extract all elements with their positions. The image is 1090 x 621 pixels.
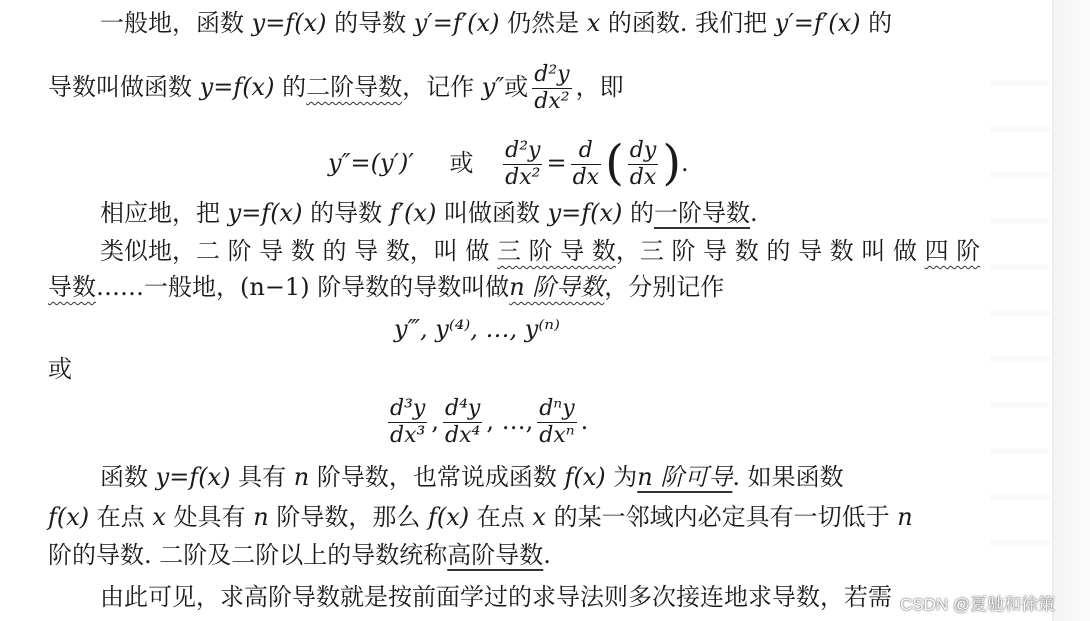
fraction-denominator: dx⁴ [445, 423, 481, 448]
equals-sign: = [546, 149, 567, 177]
text: 函数 [100, 463, 156, 491]
text: ……一般地，(n−1) 阶导数的导数叫做 [96, 273, 510, 301]
fraction-denominator: dxⁿ [539, 423, 575, 448]
text: 的函数. 我们把 [600, 9, 775, 37]
text: 一般地，函数 [100, 9, 252, 37]
fraction-denominator: dx² [534, 89, 570, 114]
text-line-1 [100, 8, 892, 38]
fraction [537, 396, 576, 449]
text: 或 [449, 149, 474, 177]
fraction-numerator: d³y [390, 396, 426, 421]
right-paren: ) [662, 135, 682, 191]
fraction-denominator: dx² [505, 165, 541, 190]
math-expr: x [532, 503, 546, 531]
math-expr: n [293, 463, 310, 491]
text: 的导数 [326, 9, 414, 37]
left-paren: ( [605, 135, 624, 191]
fraction-numerator: d²y [534, 62, 570, 87]
math-expr: f(x) [48, 503, 90, 531]
formula-second-derivative [328, 135, 689, 191]
text: . 如果函数 [732, 463, 844, 491]
text-line-neighborhood [48, 502, 913, 532]
period: . [580, 407, 589, 435]
text: 叫做函数 [436, 199, 548, 227]
text-line-n-differentiable [100, 462, 844, 492]
fraction-denominator: dx³ [390, 423, 426, 448]
term-first-derivative: 一阶导数 [654, 199, 751, 227]
fraction [571, 138, 602, 191]
math-expr: f′(x) [389, 199, 437, 227]
text-or [48, 354, 72, 384]
text: 阶导数，也常说成函数 [309, 463, 565, 491]
text-line-2 [48, 62, 624, 115]
text: 的导数 [302, 199, 390, 227]
text-line-nth-order [48, 272, 724, 302]
term-fourth-derivative-cont: 导数 [48, 273, 96, 301]
fraction-numerator: d [571, 138, 602, 165]
text: 的 [860, 9, 893, 37]
scan-page-edge [1052, 0, 1090, 621]
text: 的 [622, 199, 655, 227]
text: . [543, 541, 551, 569]
fraction-numerator: d²y [505, 138, 541, 163]
fraction-numerator: dⁿy [539, 396, 575, 421]
period: . [681, 149, 689, 177]
math-expr: y′=f′(x) [413, 9, 500, 37]
math-expr: x [586, 9, 601, 37]
text: 阶的导数. 二阶及二阶以上的导数统称 [48, 541, 448, 569]
text: . [750, 199, 758, 227]
text: ，记作 [402, 73, 482, 101]
text: 导数叫做函数 [48, 73, 200, 101]
math-expr: y=f(x) [227, 199, 303, 227]
term-second-derivative: 二阶导数 [306, 73, 403, 101]
text-line-higher-order-def [48, 540, 551, 570]
math-expr: y‴, y⁽⁴⁾, …, y⁽ⁿ⁾ [394, 315, 560, 343]
math-expr: n [897, 503, 913, 531]
fraction [532, 62, 571, 115]
text: 为 [605, 463, 638, 491]
text: 在点 [469, 503, 533, 531]
term-fourth-derivative: 四 阶 [924, 237, 981, 265]
math-expr: y′=f′(x) [774, 9, 861, 37]
text: 由此可见，求高阶导数就是按前面学过的求导法则多次接连地求导数，若需 [100, 583, 892, 611]
math-expr: n [253, 503, 269, 531]
fraction [388, 396, 427, 449]
term-n-differentiable: n 阶可导 [637, 463, 733, 491]
math-expr: y=f(x) [199, 73, 275, 101]
text-line-higher-orders [100, 236, 980, 266]
text: ，分别记作 [604, 273, 725, 301]
ellipsis: , …, [486, 407, 534, 435]
fraction-numerator: dy [629, 138, 657, 163]
text: 相应地，把 [100, 199, 228, 227]
formula-derivative-notation [394, 314, 560, 344]
text: 的某一邻域内必定具有一切低于 [545, 503, 898, 531]
text: ，即 [575, 73, 624, 101]
text: ，三 阶 导 数 的 导 数 叫 做 [615, 237, 925, 265]
text: 处具有 [165, 503, 254, 531]
csdn-watermark: CSDN @夏驰和徐策 [900, 595, 1056, 614]
math-expr: y″=(y′)′ [328, 149, 414, 177]
text: 具有 [230, 463, 294, 491]
term-third-derivative: 三 阶 导 数 [497, 237, 616, 265]
text: 类似地，二 阶 导 数 的 导 数，叫 做 [100, 237, 498, 265]
math-expr: f(x) [564, 463, 606, 491]
bleed-through-texture [990, 40, 1050, 580]
text: 或 [48, 355, 72, 383]
math-expr: f(x) [427, 503, 470, 531]
text-line-conclusion [100, 582, 892, 612]
term-nth-derivative: n 阶导数 [509, 273, 605, 301]
text: 的 [274, 73, 307, 101]
term-higher-order-derivative: 高阶导数 [447, 541, 544, 569]
fraction-denominator: dx [629, 165, 657, 190]
math-expr: y=f(x) [547, 199, 623, 227]
math-expr: x [152, 503, 166, 531]
formula-leibniz-notation: $\frac{\text{d³y}}{\text{dx³}}$ , $\frac{\text{d⁴y}}{\text{dx⁴}}$ , …, $\frac{\text{dⁿy}}{\text{dxⁿ}}$ . [390, 396, 589, 448]
math-expr: y=f(x) [155, 463, 231, 491]
text: 在点 [89, 503, 153, 531]
fraction [628, 138, 659, 191]
fraction-numerator: d⁴y [444, 396, 481, 421]
text: 或 [504, 73, 529, 101]
fraction-denominator: dx [572, 165, 600, 190]
text-line-first-derivative [100, 198, 758, 228]
fraction [503, 138, 542, 191]
math-expr: y=f(x) [251, 9, 327, 37]
math-expr: y″ [481, 73, 505, 101]
text: 阶导数，那么 [268, 503, 428, 531]
fraction [443, 396, 482, 449]
text: 仍然是 [499, 9, 587, 37]
